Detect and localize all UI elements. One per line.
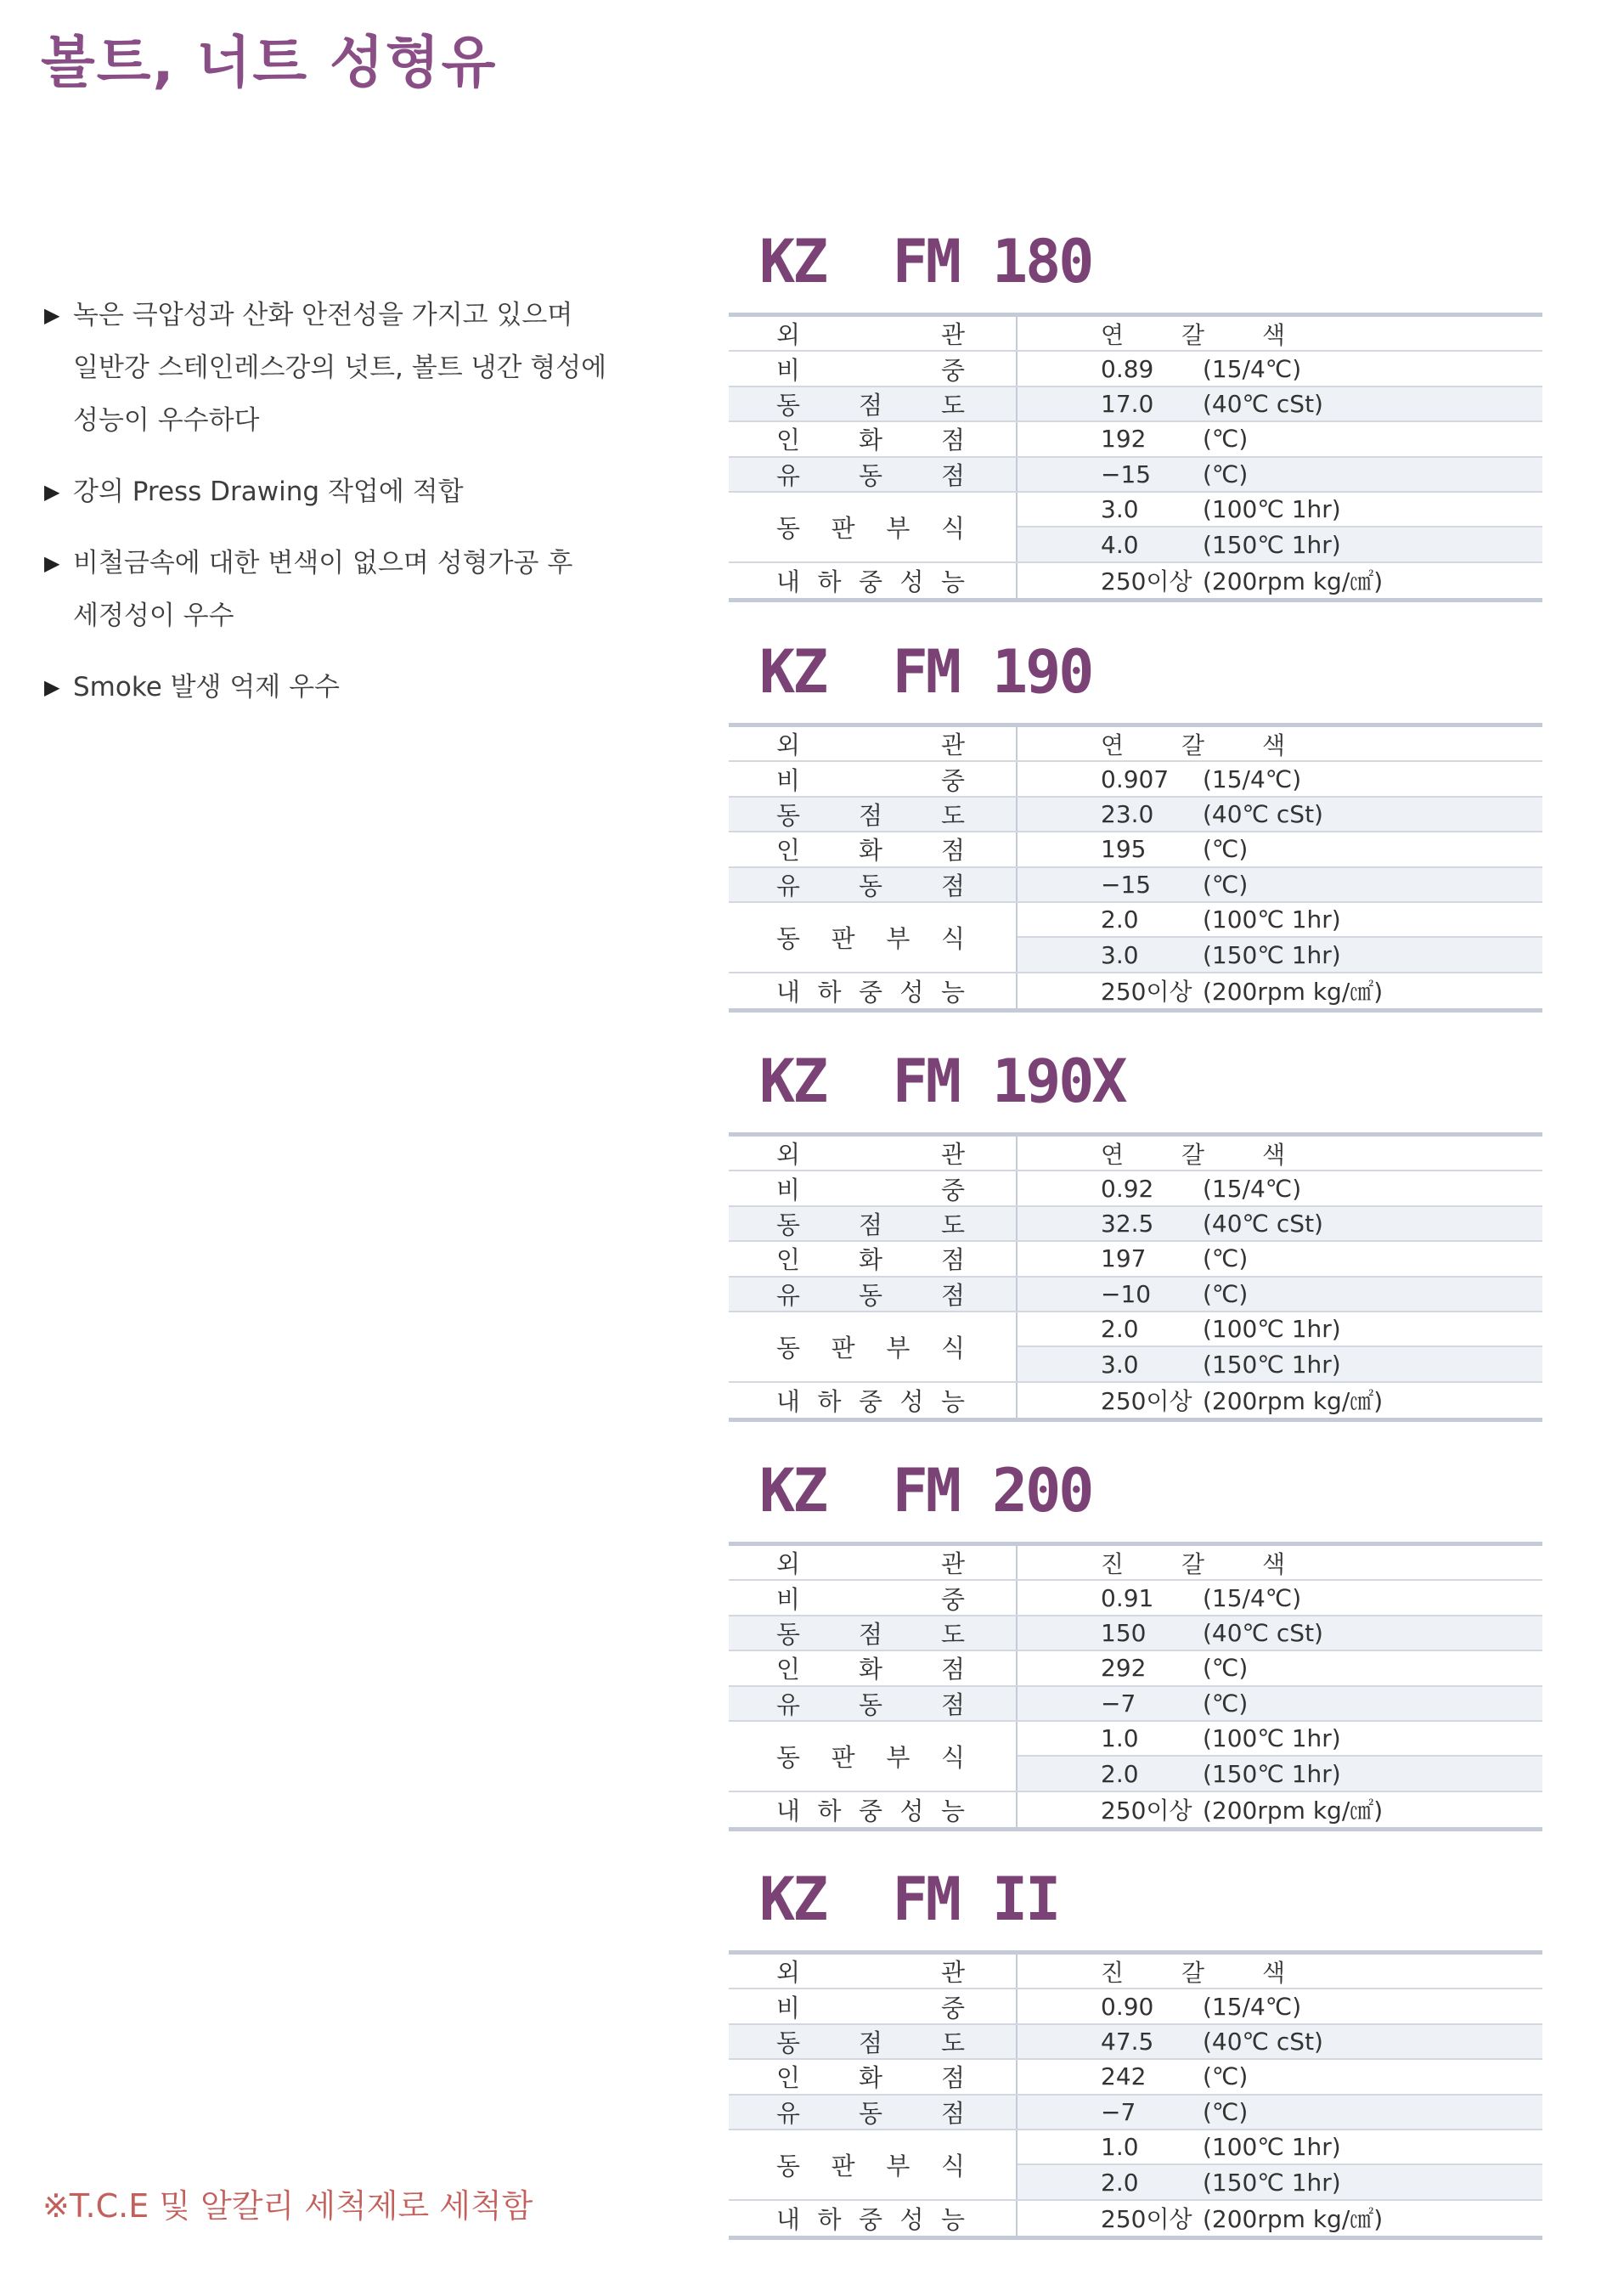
row-label: 비 중: [729, 1581, 1018, 1614]
bullet-icon: ▶: [44, 551, 60, 575]
row-label: 비 중: [729, 352, 1018, 385]
page-title: 볼트, 너트 성형유: [41, 30, 498, 95]
row-label: 외 관: [729, 1137, 1018, 1170]
row-value: 17.0 (40℃ cSt): [1101, 389, 1323, 418]
row-value: 242 (℃): [1101, 2062, 1249, 2091]
spec-table: [729, 313, 1542, 602]
row-value: 2.0 (150℃ 1hr): [1018, 1755, 1542, 1790]
row-value: −15 (℃): [1101, 460, 1249, 488]
row-label: 유 동 점: [729, 1687, 1018, 1720]
row-values: [1018, 2130, 1542, 2199]
row-label: 외 관: [729, 1955, 1018, 1988]
spec-row-load: [729, 1383, 1542, 1418]
footnote: ※T.C.E 및 알칼리 세척제로 세척함: [42, 2187, 533, 2225]
row-value: 3.0 (100℃ 1hr): [1101, 495, 1341, 524]
feature-item: [44, 289, 673, 447]
spec-row-density: [729, 1581, 1542, 1616]
product-spec: [729, 1857, 1542, 2240]
row-label: 유 동 점: [729, 2096, 1018, 2129]
spec-row-pour-point: [729, 868, 1542, 903]
row-value: 진 갈 색: [1101, 1958, 1286, 1987]
feature-list: [44, 289, 673, 732]
spec-row-appearance: [729, 727, 1542, 762]
spec-table: [729, 1132, 1542, 1422]
row-label: 인 화 점: [729, 832, 1018, 866]
spec-row-flash-point: [729, 2060, 1542, 2095]
spec-row-load: [729, 1792, 1542, 1827]
row-value: 192 (℃): [1101, 425, 1249, 454]
row-value: 250이상 (200rpm kg/㎠): [1101, 1387, 1384, 1416]
row-value: 23.0 (40℃ cSt): [1101, 799, 1323, 828]
product-spec: [729, 219, 1542, 602]
spec-row-flash-point: [729, 1242, 1542, 1277]
spec-row-density: [729, 352, 1542, 386]
row-label: 유 동 점: [729, 458, 1018, 491]
spec-row-pour-point: [729, 1278, 1542, 1312]
row-label: 내 하 중 성 능: [729, 1383, 1018, 1418]
bullet-icon: ▶: [44, 303, 60, 327]
row-value: 2.0 (150℃ 1hr): [1018, 2163, 1542, 2198]
spec-table: [729, 1542, 1542, 1831]
feature-line: 성능이 우수하다: [73, 405, 260, 436]
feature-item: [44, 661, 673, 714]
row-value: −7 (℃): [1101, 2097, 1249, 2126]
feature-line: 세정성이 우수: [73, 601, 234, 631]
row-label: 내 하 중 성 능: [729, 973, 1018, 1008]
row-label: 인 화 점: [729, 1242, 1018, 1275]
spec-row-flash-point: [729, 422, 1542, 457]
row-value: 47.5 (40℃ cSt): [1101, 2027, 1323, 2056]
spec-row-load: [729, 563, 1542, 598]
feature-line: 녹은 극압성과 산화 안전성을 가지고 있으며: [73, 300, 573, 330]
row-value: 0.92 (15/4℃): [1101, 1174, 1302, 1203]
row-value: 195 (℃): [1101, 835, 1249, 864]
spec-row-pour-point: [729, 2096, 1542, 2130]
row-label: 동 판 부 식: [729, 493, 1018, 561]
row-value: −7 (℃): [1101, 1689, 1249, 1718]
product-name: KZ FM 200: [759, 1456, 1092, 1526]
row-label: 외 관: [729, 317, 1018, 350]
row-label: 동 판 부 식: [729, 1722, 1018, 1791]
row-value: 3.0 (150℃ 1hr): [1018, 1345, 1542, 1380]
spec-row-corrosion: [729, 903, 1542, 973]
row-value: −15 (℃): [1101, 870, 1249, 899]
spec-table: [729, 1950, 1542, 2240]
row-value: 0.907 (15/4℃): [1101, 764, 1302, 793]
bullet-icon: ▶: [44, 675, 60, 699]
row-value: 1.0 (100℃ 1hr): [1101, 2133, 1341, 2162]
row-value: −10 (℃): [1101, 1279, 1249, 1308]
row-value: 2.0 (100℃ 1hr): [1101, 905, 1341, 934]
row-value: 250이상 (200rpm kg/㎠): [1101, 1797, 1384, 1825]
row-value: 250이상 (200rpm kg/㎠): [1101, 567, 1384, 596]
row-label: 동 점 도: [729, 2025, 1018, 2058]
row-label: 비 중: [729, 1171, 1018, 1204]
spec-row-corrosion: [729, 1722, 1542, 1792]
row-values: [1018, 1722, 1542, 1791]
row-label: 인 화 점: [729, 1651, 1018, 1684]
row-label: 내 하 중 성 능: [729, 563, 1018, 598]
spec-row-pour-point: [729, 458, 1542, 493]
row-label: 동 판 부 식: [729, 903, 1018, 972]
row-label: 비 중: [729, 762, 1018, 795]
spec-row-appearance: [729, 1546, 1542, 1581]
row-value: 197 (℃): [1101, 1244, 1249, 1273]
product-spec: [729, 1448, 1542, 1831]
row-label: 동 점 도: [729, 387, 1018, 420]
spec-row-load: [729, 973, 1542, 1008]
row-value: 4.0 (150℃ 1hr): [1018, 526, 1542, 561]
row-label: 외 관: [729, 1546, 1018, 1579]
spec-row-appearance: [729, 1955, 1542, 1989]
row-value: 32.5 (40℃ cSt): [1101, 1209, 1323, 1238]
spec-row-corrosion: [729, 493, 1542, 563]
feature-line: 비철금속에 대한 변색이 없으며 성형가공 후: [73, 548, 573, 578]
bullet-icon: ▶: [44, 480, 60, 504]
row-label: 내 하 중 성 능: [729, 1792, 1018, 1827]
row-label: 외 관: [729, 727, 1018, 760]
feature-line: 강의 Press Drawing 작업에 적합: [73, 477, 464, 507]
spec-row-flash-point: [729, 832, 1542, 867]
row-value: 150 (40℃ cSt): [1101, 1618, 1323, 1647]
product-spec: [729, 629, 1542, 1013]
spec-row-viscosity: [729, 1616, 1542, 1651]
row-value: 0.91 (15/4℃): [1101, 1583, 1302, 1612]
spec-row-viscosity: [729, 387, 1542, 422]
feature-line: Smoke 발생 억제 우수: [73, 672, 340, 702]
spec-row-corrosion: [729, 2130, 1542, 2201]
product-name: KZ FM 190: [759, 637, 1092, 707]
row-values: [1018, 903, 1542, 972]
feature-item: [44, 465, 673, 518]
row-label: 동 판 부 식: [729, 2130, 1018, 2199]
row-label: 인 화 점: [729, 422, 1018, 455]
row-label: 동 판 부 식: [729, 1312, 1018, 1381]
product-name: KZ FM II: [759, 1864, 1059, 1934]
product-name: KZ FM 190X: [759, 1046, 1125, 1116]
row-values: [1018, 1312, 1542, 1381]
spec-row-density: [729, 1989, 1542, 2024]
spec-row-viscosity: [729, 798, 1542, 832]
row-value: 250이상 (200rpm kg/㎠): [1101, 2205, 1384, 2234]
spec-row-pour-point: [729, 1687, 1542, 1722]
row-value: 292 (℃): [1101, 1654, 1249, 1683]
row-value: 0.89 (15/4℃): [1101, 354, 1302, 383]
spec-row-flash-point: [729, 1651, 1542, 1686]
spec-row-corrosion: [729, 1312, 1542, 1383]
row-value: 3.0 (150℃ 1hr): [1018, 936, 1542, 971]
row-value: 연 갈 색: [1101, 731, 1286, 759]
spec-row-density: [729, 762, 1542, 797]
spec-table: [729, 723, 1542, 1013]
row-value: 2.0 (100℃ 1hr): [1101, 1315, 1341, 1344]
row-value: 연 갈 색: [1101, 320, 1286, 349]
row-label: 동 점 도: [729, 1616, 1018, 1650]
spec-row-appearance: [729, 1137, 1542, 1171]
spec-row-viscosity: [729, 1207, 1542, 1242]
row-label: 내 하 중 성 능: [729, 2201, 1018, 2236]
row-value: 진 갈 색: [1101, 1549, 1286, 1578]
spec-row-load: [729, 2201, 1542, 2236]
row-label: 동 점 도: [729, 798, 1018, 831]
spec-row-viscosity: [729, 2025, 1542, 2060]
spec-row-density: [729, 1171, 1542, 1206]
row-label: 비 중: [729, 1989, 1018, 2022]
feature-line: 일반강 스테인레스강의 넛트, 볼트 냉간 형성에: [73, 353, 607, 383]
row-label: 유 동 점: [729, 868, 1018, 901]
row-label: 유 동 점: [729, 1278, 1018, 1311]
product-spec: [729, 1039, 1542, 1422]
row-value: 0.90 (15/4℃): [1101, 1992, 1302, 2021]
row-value: 1.0 (100℃ 1hr): [1101, 1724, 1341, 1753]
row-value: 연 갈 색: [1101, 1140, 1286, 1169]
row-values: [1018, 493, 1542, 561]
row-label: 인 화 점: [729, 2060, 1018, 2093]
product-name: KZ FM 180: [759, 227, 1092, 296]
row-value: 250이상 (200rpm kg/㎠): [1101, 978, 1384, 1007]
feature-item: [44, 537, 673, 642]
spec-row-appearance: [729, 317, 1542, 352]
row-label: 동 점 도: [729, 1207, 1018, 1240]
